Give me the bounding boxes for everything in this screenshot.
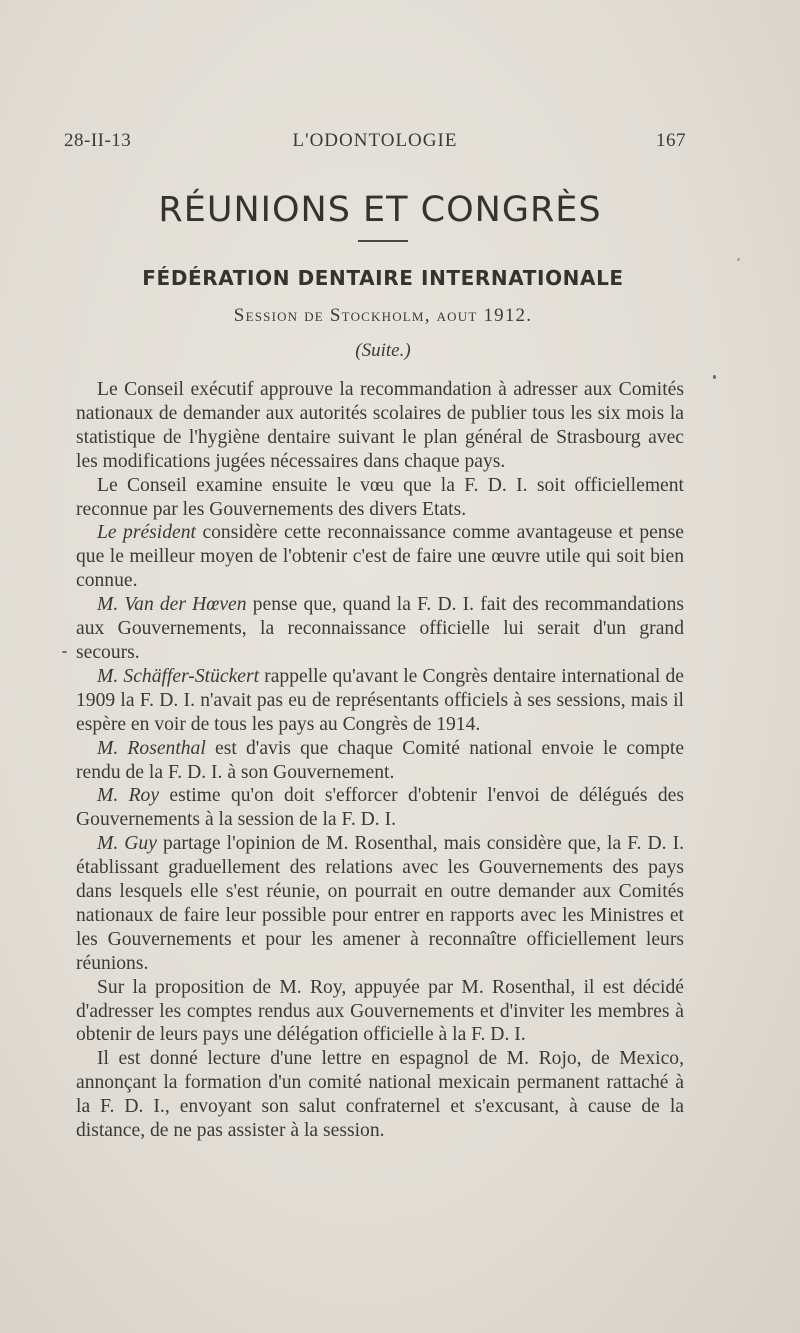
paragraph-text: estime qu'on doit s'efforcer d'obtenir l'envoi de délégués des Gouvernements à la session de la F. D. I.: [76, 785, 684, 831]
paragraph-text: partage l'opinion de M. Rosenthal, mais considère que, la F. D. I. établissant graduellement des relations avec les Gouvernements des pays dans lesquels elle s'est réunie, on pourrait en outre demander aux Comités nationaux de faire leur possible pour entrer en rapports avec les Ministres et les Gouvernements et pour les amener à reconnaître officiellement leurs réunions.: [76, 833, 685, 974]
paragraph-text: Le Conseil examine ensuite le vœu que la F. D. I. soit officiellement reconnue par les Gouvernements des divers Etats.: [76, 474, 684, 520]
paragraph-text: considère cette reconnaissance comme avantageuse et pense que le meilleur moyen de l'obtenir c'est de faire une œuvre utile qui soit bien connue.: [76, 522, 684, 592]
paragraph-text: pense que, quand la F. D. I. fait des recommandations aux Gouvernements, la reconnaissance officielle lui serait d'un grand secours.: [76, 594, 684, 663]
header-date: 28-II-13: [64, 130, 132, 151]
speaker: M. Schäffer-Stückert: [97, 665, 260, 687]
paragraph-text: rappelle qu'avant le Congrès dentaire international de 1909 la F. D. I. n'avait pas eu de représentants officiels à ses sessions, mais il espère en voir de tous les pays au Congrès de 1914.: [76, 665, 684, 735]
paragraph: [76, 378, 684, 474]
page-number: 167: [656, 130, 686, 151]
paragraph: [76, 593, 684, 665]
speaker: M. Roy: [97, 785, 160, 807]
speaker: M. Rosenthal: [97, 737, 206, 759]
section-title: RÉUNIONS ET CONGRÈS: [158, 190, 602, 230]
ink-speck: [737, 258, 740, 261]
ink-speck: [62, 651, 67, 653]
speaker: Le président: [97, 522, 196, 544]
running-header: [60, 130, 690, 160]
paragraph: [76, 784, 684, 832]
paragraph-text: Sur la proposition de M. Roy, appuyée par M. Rosenthal, il est décidé d'adresser les comptes rendus aux Gouvernements et d'inviter les membres à obtenir de leurs pays une délégation officielle à la F. D. I.: [76, 976, 684, 1046]
article-subtitle: FÉDÉRATION DENTAIRE INTERNATIONALE: [142, 266, 624, 290]
article-body: [76, 378, 684, 1143]
continued-note: (Suite.): [355, 340, 411, 361]
paragraph: [76, 474, 684, 522]
ink-speck: [713, 375, 716, 379]
paragraph: [76, 665, 684, 737]
paragraph: [76, 737, 684, 785]
paragraph: [76, 521, 684, 593]
paragraph: [76, 832, 684, 975]
title-divider: [358, 240, 408, 242]
paragraph: [76, 976, 684, 1048]
paragraph-text: Il est donné lecture d'une lettre en espagnol de M. Rojo, de Mexico, annonçant la formation d'un comité national mexicain permanent rattaché à la F. D. I., envoyant son salut confraternel et s'excusant, à cause de la distance, de ne pas assister à la session.: [76, 1048, 684, 1142]
speaker: M. Guy: [97, 833, 157, 855]
session-line: Session de Stockholm, aout 1912.: [233, 305, 533, 326]
paragraph: [76, 1047, 684, 1143]
paragraph-text: est d'avis que chaque Comité national envoie le compte rendu de la F. D. I. à son Gouvernement.: [76, 737, 685, 783]
paragraph-text: Le Conseil exécutif approuve la recommandation à adresser aux Comités nationaux de demander aux autorités scolaires de publier tous les six mois la statistique de l'hygiène dentaire suivant le plan général de Strasbourg avec les modifications jugées nécessaires dans chaque pays.: [76, 379, 684, 472]
speaker: M. Van der Hœven: [97, 594, 247, 616]
journal-title: L'ODONTOLOGIE: [292, 130, 458, 151]
